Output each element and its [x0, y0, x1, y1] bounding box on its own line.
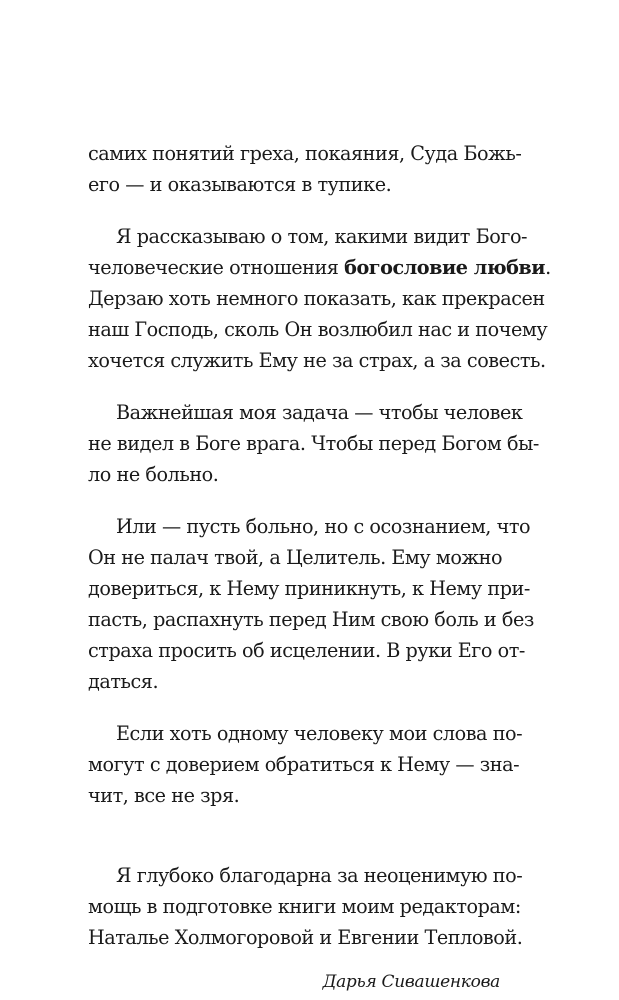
paragraph	[88, 397, 539, 490]
text-line: самих понятий греха, покаяния, Суда Божь-	[88, 142, 522, 165]
text-line: Если хоть одному человеку мои слова по-	[116, 722, 523, 745]
author-signature: Дарья Сивашенкова	[322, 972, 500, 992]
text-line: Наталье Холмогоровой и Евгении Тепловой.	[88, 926, 523, 949]
acknowledgements	[88, 860, 523, 953]
text-line: пасть, распахнуть перед Ним свою боль и без	[88, 608, 534, 631]
text-line: ло не больно.	[88, 463, 219, 486]
paragraph	[88, 511, 534, 697]
text-line: Я рассказываю о том, какими видит Бого-	[116, 225, 528, 248]
text-line: Важнейшая моя задача — чтобы человек	[116, 401, 523, 424]
text-line: Дерзаю хоть немного показать, как прекрасен	[88, 287, 545, 310]
page-body	[88, 138, 551, 997]
paragraph	[88, 221, 551, 376]
text-line: наш Господь, сколь Он возлюбил нас и почему	[88, 318, 548, 341]
text-line: Я глубоко благодарна за неоценимую по-	[116, 864, 523, 887]
paragraph	[88, 138, 522, 200]
text-line: мощь в подготовке книги моим редакторам:	[88, 895, 521, 918]
text-line: довериться, к Нему приникнуть, к Нему при-	[88, 577, 530, 600]
text-line: не видел в Боге врага. Чтобы перед Богом бы-	[88, 432, 539, 455]
text-fragment: человеческие отношения	[88, 256, 339, 279]
text-line: страха просить об исцелении. В руки Его от-	[88, 639, 525, 662]
text-line: чит, все не зря.	[88, 784, 240, 807]
text-fragment: .	[545, 256, 551, 279]
text-line: Или — пусть больно, но с осознанием, что	[116, 515, 531, 538]
text-line: хочется служить Ему не за страх, а за совесть.	[88, 349, 546, 372]
text-line: даться.	[88, 670, 159, 693]
text-line: могут с доверием обратиться к Нему — зна-	[88, 753, 520, 776]
text-line: его — и оказываются в тупике.	[88, 173, 392, 196]
paragraph	[88, 718, 523, 811]
text-line: Он не палач твой, а Целитель. Ему можно	[88, 546, 503, 569]
text-line	[88, 252, 551, 283]
bold-phrase: богословие любви	[344, 256, 546, 279]
